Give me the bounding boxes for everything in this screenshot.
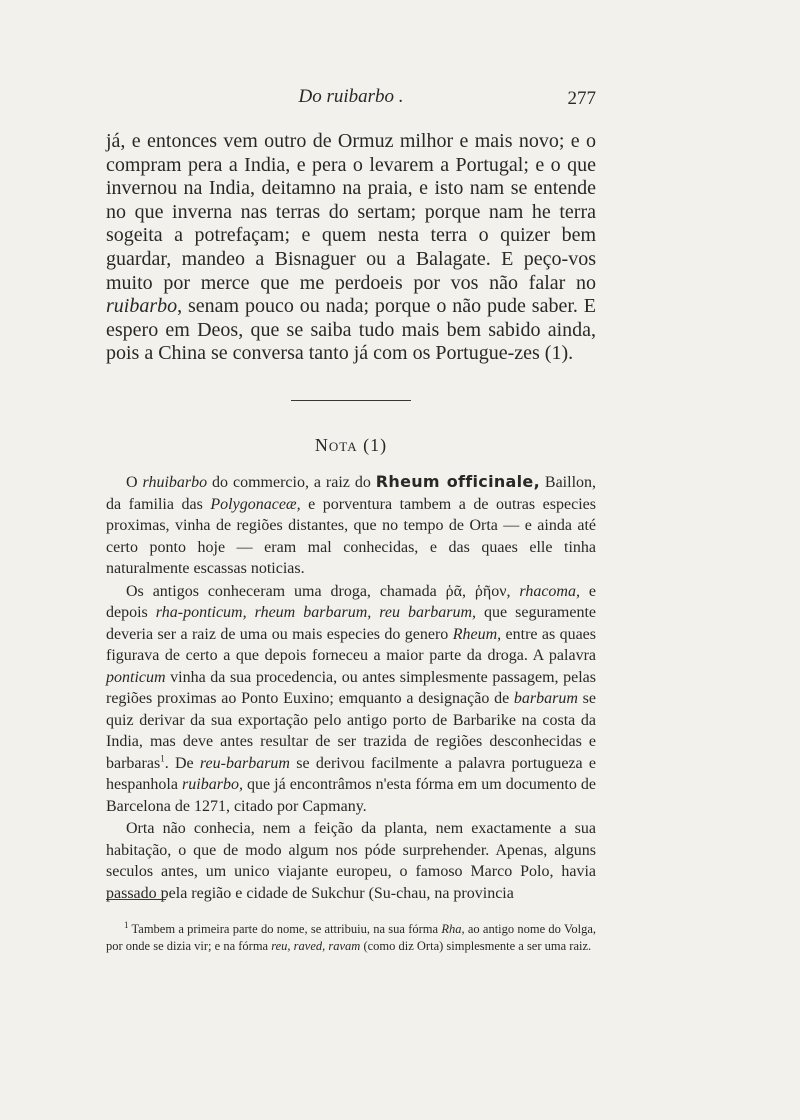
species-name: Rheum officinale, [375,472,540,491]
footnote-italic: reu, raved, ravam [271,939,361,953]
note-italic: barbarum [513,690,578,707]
note-paragraph: Orta não conhecia, nem a feição da planta, nem exactamente a sua habitação, o que de modo algum nos póde surprehender. Apenas, alguns seculos antes, um unico viajante europeu, o famoso Marco Polo, havia passado pela região e cidade de Sukchur (Su-chau, na provincia [106,820,596,902]
note-text: que já encontrâmos n'esta fórma em um documento de Barcelona de 1271, citado por Capmany. [106,776,597,815]
note-italic: Polygonaceæ, [210,495,301,513]
footnote-marker: 1 [124,919,129,930]
note-paragraph [106,581,596,818]
note-body [106,471,596,904]
note-text: O [126,474,143,491]
note-text: se derivou facilmente a palavra portugueza e hespanhola [106,754,597,793]
note-text: Os antigos conheceram uma droga, chamada ῥᾶ, ῥῆον, [126,582,520,600]
note-text: e porventura tambem a de outras especies proximas, vinha de regiões distantes, que no tempo de Orta — e ainda até certo ponto hoje — eram mal conhecidas, e das quaes elle tinha naturalmente escassas noticias. [106,495,596,577]
note-paragraph [106,471,596,580]
footnote [106,921,596,955]
section-divider [291,400,411,401]
note-text: que seguramente deveria ser a raiz de uma ou mais especies do genero [106,604,596,643]
footnote-text: ao antigo nome do Volga, por onde se dizia vir; e na fórma [106,922,597,953]
note-text: entre as quaes figurava de certo a que depois forneceu a maior parte da droga. A palavra [106,625,597,664]
note-italic: rhuibarbo [142,474,208,491]
note-italic: rhacoma, [519,582,580,600]
body-text-part: , senam pouco ou nada; porque o não pude saber. E espero em Deos, que se saiba tudo mais bem sabido ainda, pois a China se conversa tanto já com os Portugue-zes (1). [106,295,596,365]
note-text: . De [164,754,200,772]
note-text: se quiz derivar da sua exportação pelo antigo porto de Barbarike na costa da India, mas deve antes resultar de ser trazida de regiões desconhecidas e barbaras [106,690,597,772]
footnote-paragraph [106,921,596,955]
note-italic: ruibarbo, [182,776,243,793]
main-paragraph [106,130,596,366]
note-text: do commercio, a raiz do [207,474,376,491]
page-header [106,86,596,112]
page-number: 277 [567,88,596,109]
footnote-italic: Rha, [441,922,465,936]
note-text: vinha da sua procedencia, ou antes simplesmente passagem, pelas regiões proximas ao Ponto Euxino; emquanto a designação de [106,668,596,707]
footnote-rule [106,899,166,900]
note-italic: ponticum [106,668,166,686]
footnote-text: (como diz Orta) simplesmente a ser uma raiz. [360,939,592,953]
note-italic: Rheum, [452,625,502,643]
body-italic: ruibarbo [106,295,178,318]
footnote-text: Tambem a primeira parte do nome, se attribuiu, na sua fórma [128,922,442,936]
note-italic: rha-ponticum, rheum barbarum, reu barbarum, [155,604,477,621]
note-italic: reu-barbarum [199,754,290,772]
nota-heading: Nota (1) [314,435,388,455]
body-text-part: já, e entonces vem outro de Ormuz milhor e mais novo; e o compram pera a India, e pera o levarem a Portugal; e o que invernou na India, deitamno na praia, e isto nam se entende no que inverna nas terras do sertam; porque nam he terra sogeita a potrefaçam; e quem nesta terra o quizer bem guardar, mandeo a Bisnaguer ou a Balagate. E peço-vos muito por merce que me perdoeis por vos não falar no [106,130,596,294]
note-text: Baillon, da familia das [106,474,597,513]
footnote-ref[interactable]: 1 [160,753,165,764]
note-text: e depois [106,582,597,621]
body-text [106,130,596,366]
running-title: Do ruibarbo . [298,86,404,107]
